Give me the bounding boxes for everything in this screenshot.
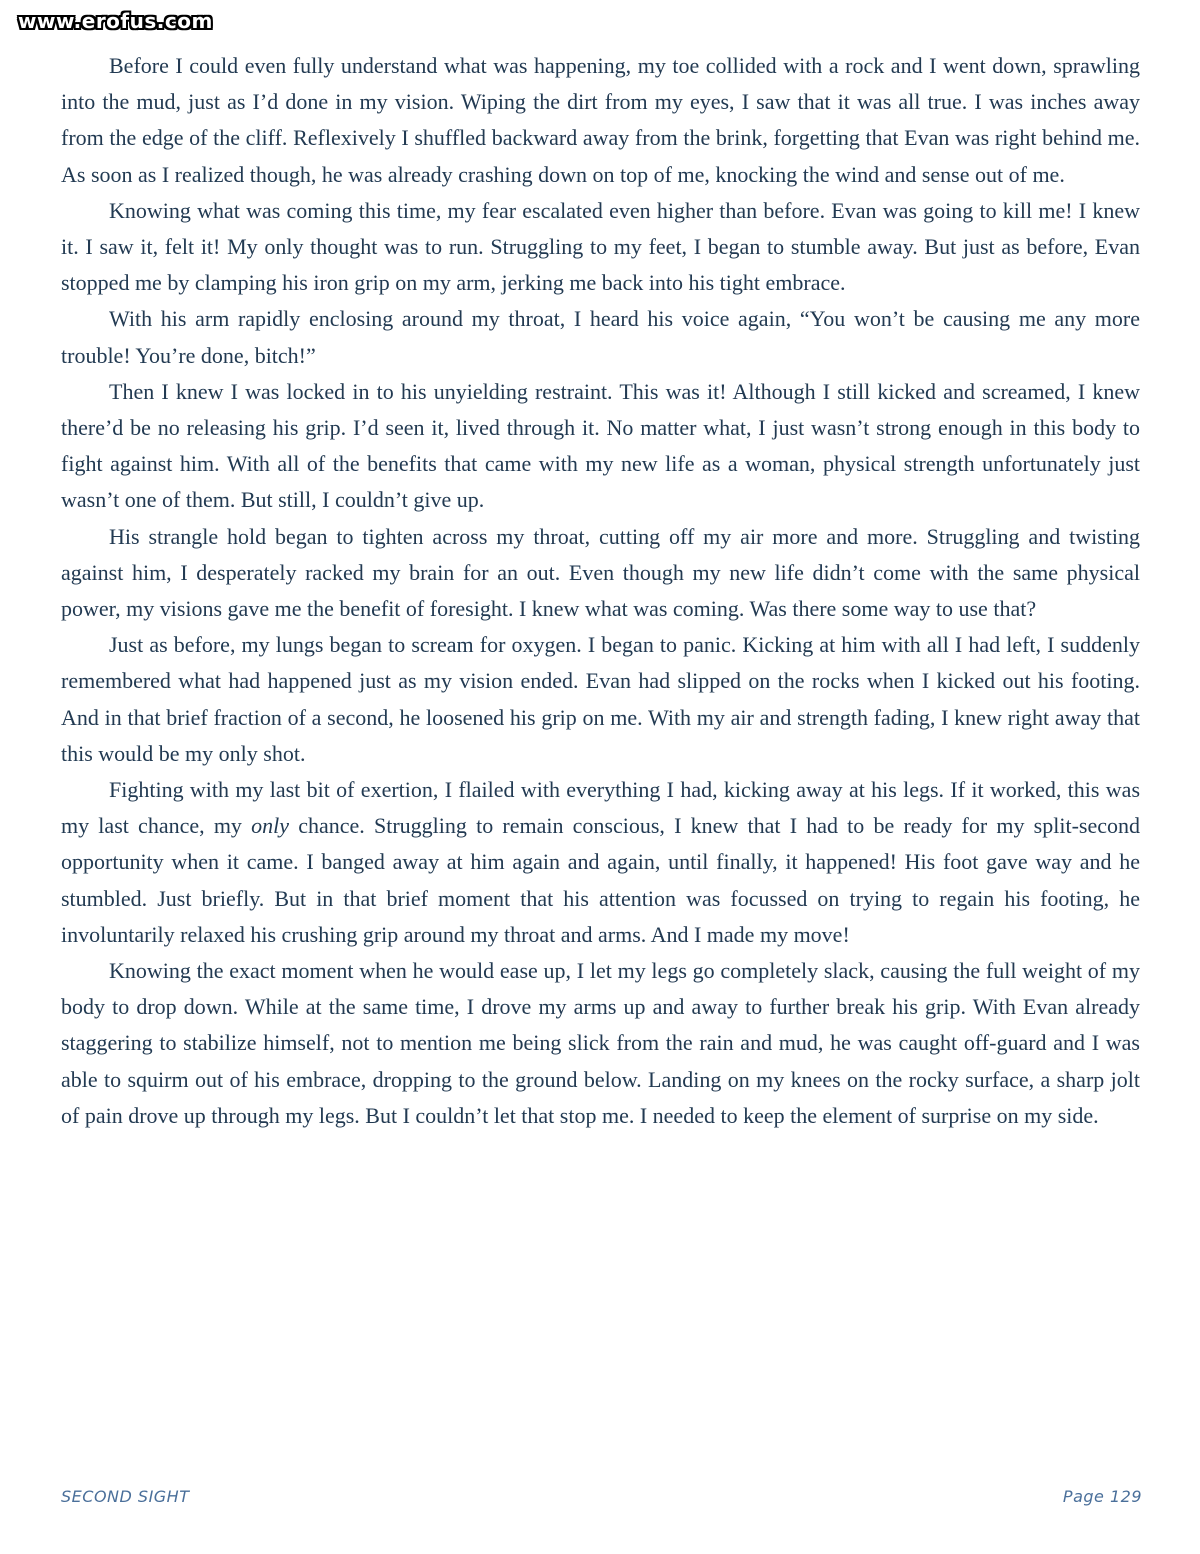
paragraph: Then I knew I was locked in to his unyielding restraint. This was it! Although I still kicked and screamed, I knew there’d be no releasing his grip. I’d seen it, lived through it. No matter what, I just wasn’t strong enough in this body to fight against him. With all of the benefits that came with my new life as a woman, physical strength unfortunately just wasn’t one of them. But still, I couldn’t give up. [61, 378, 1140, 513]
paragraph: Before I could even fully understand what was happening, my toe collided with a rock and I went down, sprawling into the mud, just as I’d done in my vision. Wiping the dirt from my eyes, I saw that it was all true. I was inches away from the edge of the cliff. Reflexively I shuffled backward away from the brink, forgetting that Evan was right behind me. As soon as I realized though, he was already crashing down on top of me, knocking the wind and sense out of me. [61, 53, 1140, 187]
story-text [61, 48, 1140, 1134]
paragraph: His strangle hold began to tighten across my throat, cutting off my air more and more. Struggling and twisting against him, I desperately racked my brain for an out. Even though my new life didn’t come with the same physical power, my visions gave me the benefit of foresight. I knew what was coming. Was there some way to use that? [61, 523, 1140, 622]
footer-book-title: SECOND SIGHT [61, 1487, 190, 1506]
paragraph [61, 772, 1140, 953]
paragraph: Knowing what was coming this time, my fear escalated even higher than before. Evan was going to kill me! I knew it. I saw it, felt it! My only thought was to run. Struggling to my feet, I began to stumble away. But just as before, Evan stopped me by clamping his iron grip on my arm, jerking me back into his tight embrace. [61, 197, 1140, 296]
paragraph-text-after: chance. Struggling to remain conscious, I knew that I had to be ready for my split-second opportunity when it came. I banged away at him again and again, until finally, it happened! His foot gave way and he stumbled. Just briefly. But in that brief moment that his attention was focussed on trying to regain his footing, he involuntarily relaxed his crushing grip around my throat and arms. And I made my move! [61, 813, 1140, 947]
site-watermark: www.erofus.com [18, 9, 213, 33]
emphasis-text: only [251, 813, 290, 839]
footer-page-number: Page 129 [1062, 1487, 1142, 1506]
paragraph-text-before: Fighting with my last bit of exertion, I flailed with everything I had, kicking away at his legs. If it worked, this was my last chance, my [61, 777, 1140, 839]
paragraph: Just as before, my lungs began to scream for oxygen. I began to panic. Kicking at him with all I had left, I suddenly remembered what had happened just as my vision ended. Evan had slipped on the rocks when I kicked out his footing. And in that brief fraction of a second, he loosened his grip on me. With my air and strength fading, I knew right away that this would be my only shot. [61, 632, 1140, 766]
paragraph: Knowing the exact moment when he would ease up, I let my legs go completely slack, causing the full weight of my body to drop down. While at the same time, I drove my arms up and away to further break his grip. With Evan already staggering to stabilize himself, not to mention me being slick from the rain and mud, he was caught off-guard and I was able to squirm out of his embrace, dropping to the ground below. Landing on my knees on the rocky surface, a sharp jolt of pain drove up through my legs. But I couldn’t let that stop me. I needed to keep the element of surprise on my side. [61, 958, 1140, 1128]
paragraph: With his arm rapidly enclosing around my throat, I heard his voice again, “You won’t be causing me any more trouble! You’re done, bitch!” [61, 306, 1140, 368]
